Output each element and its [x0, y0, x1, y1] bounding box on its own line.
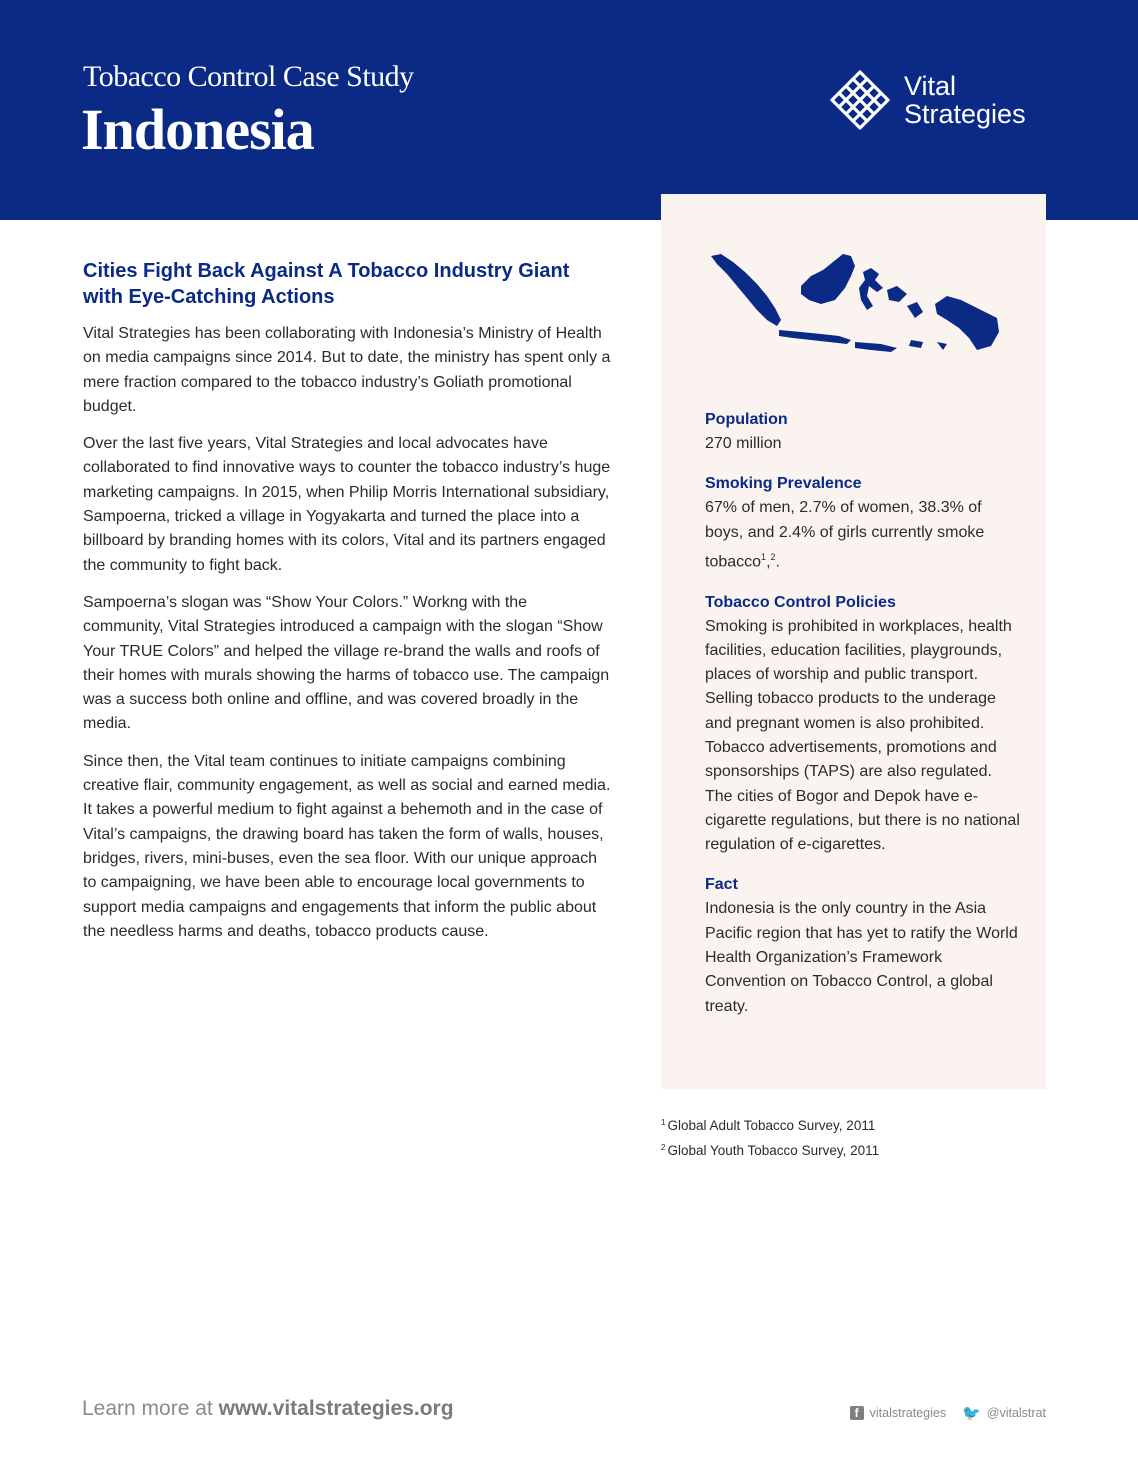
fact-value: Indonesia is the only country in the Asia Pacific region that has yet to ratify the World Health Organization’s Framework Convention on Tobacco Control, a global treaty.	[705, 900, 1018, 1015]
prevalence-footnote-ref-2: 2	[770, 551, 776, 562]
website-link[interactable]: www.vitalstrategies.org	[218, 1397, 454, 1420]
footnote-text: Global Adult Tobacco Survey, 2011	[667, 1118, 876, 1133]
article-paragraph: Vital Strategies has been collaborating with Indonesia’s Ministry of Health on media campaigns since 2014. But to date, the ministry has spent only a mere fraction compared to the tobacco industry’s Goliath promotional budget.	[83, 325, 611, 415]
population-label: Population	[705, 411, 788, 428]
header-banner	[0, 0, 1138, 220]
policies-label: Tobacco Control Policies	[705, 593, 896, 611]
footnotes	[661, 1112, 879, 1162]
article-paragraph: Over the last five years, Vital Strategies and local advocates have collaborated to find innovative ways to counter the tobacco industry’s huge marketing campaigns. In 2015, when Philip Morris International subsidiary, Sampoerna, tricked a village in Yogyakarta and turned the place into a billboard by branding homes with its colors, Vital and its partners engaged the community to fight back.	[83, 435, 611, 574]
logo-line-1: Vital	[904, 71, 957, 101]
article-paragraph: Since then, the Vital team continues to initiate campaigns combining creative flair, community engagement, as well as social and earned media. It takes a powerful medium to fight against a behemoth and in the case of Vital’s campaigns, the drawing board has taken the form of walls, houses, bridges, rivers, mini-buses, even the sea floor. With our unique approach to campaigning, we have been able to encourage local governments to support media campaigns and engagements that inform the public about the needless harms and deaths, tobacco products cause.	[83, 752, 611, 940]
learn-more-prefix: Learn more at	[82, 1397, 219, 1420]
footnote-item	[661, 1112, 879, 1137]
policies-value: Smoking is prohibited in workplaces, health facilities, education facilities, playgrounds, places of worship and public transport. Selling tobacco products to the underage and pregnant women is also prohibited. Tobacco advertisements, promotions and sponsorships (TAPS) are also regulated. The cities of Bogor and Depok have e-cigarette regulations, but there is no national regulation of e-cigarettes.	[705, 617, 1020, 854]
footnote-number: 1	[661, 1118, 666, 1127]
vital-strategies-logo-icon	[828, 68, 892, 132]
facts-list	[705, 408, 1020, 1035]
population-value: 270 million	[705, 435, 782, 452]
vital-strategies-logo	[828, 68, 1068, 138]
page-title: Indonesia	[81, 97, 314, 162]
learn-more	[82, 1397, 454, 1421]
fact-label: Fact	[705, 876, 738, 894]
indonesia-map-icon	[711, 250, 1001, 360]
footnote-text: Global Youth Tobacco Survey, 2011	[667, 1143, 880, 1158]
prevalence-footnote-ref-1: 1	[761, 551, 767, 562]
logo-wordmark	[904, 72, 1026, 128]
facebook-icon[interactable]: f	[850, 1406, 864, 1420]
document-kicker: Tobacco Control Case Study	[83, 60, 414, 93]
footnote-item	[661, 1137, 879, 1162]
logo-line-2: Strategies	[904, 99, 1026, 129]
facebook-handle[interactable]: vitalstrategies	[869, 1406, 947, 1420]
article-heading: Cities Fight Back Against A Tobacco Industry Giant with Eye-Catching Actions	[83, 260, 570, 308]
main-article	[83, 258, 611, 957]
article-paragraph: Sampoerna’s slogan was “Show Your Colors.” Workng with the community, Vital Strategies introduced a campaign with the slogan “Show Your TRUE Colors” and helped the village re-brand the walls and roofs of their homes with murals showing the harms of tobacco use. The campaign was a success both online and offline, and was covered broadly in the media.	[83, 593, 610, 733]
prevalence-paragraph: 67% of men, 2.7% of women, 38.3% of boys, and 2.4% of girls currently smoke tobacco$^1$,$^2$.	[705, 499, 985, 571]
twitter-handle[interactable]: @vitalstrat	[986, 1406, 1046, 1420]
prevalence-value: 67% of men, 2.7% of women, 38.3% of boys, and 2.4% of girls currently smoke tobacco	[705, 499, 985, 571]
twitter-icon[interactable]: 🐦	[962, 1405, 981, 1422]
prevalence-label: Smoking Prevalence	[705, 475, 862, 493]
footnote-number: 2	[661, 1143, 666, 1152]
facts-sidebar	[661, 194, 1046, 1089]
social-links	[850, 1404, 1046, 1422]
